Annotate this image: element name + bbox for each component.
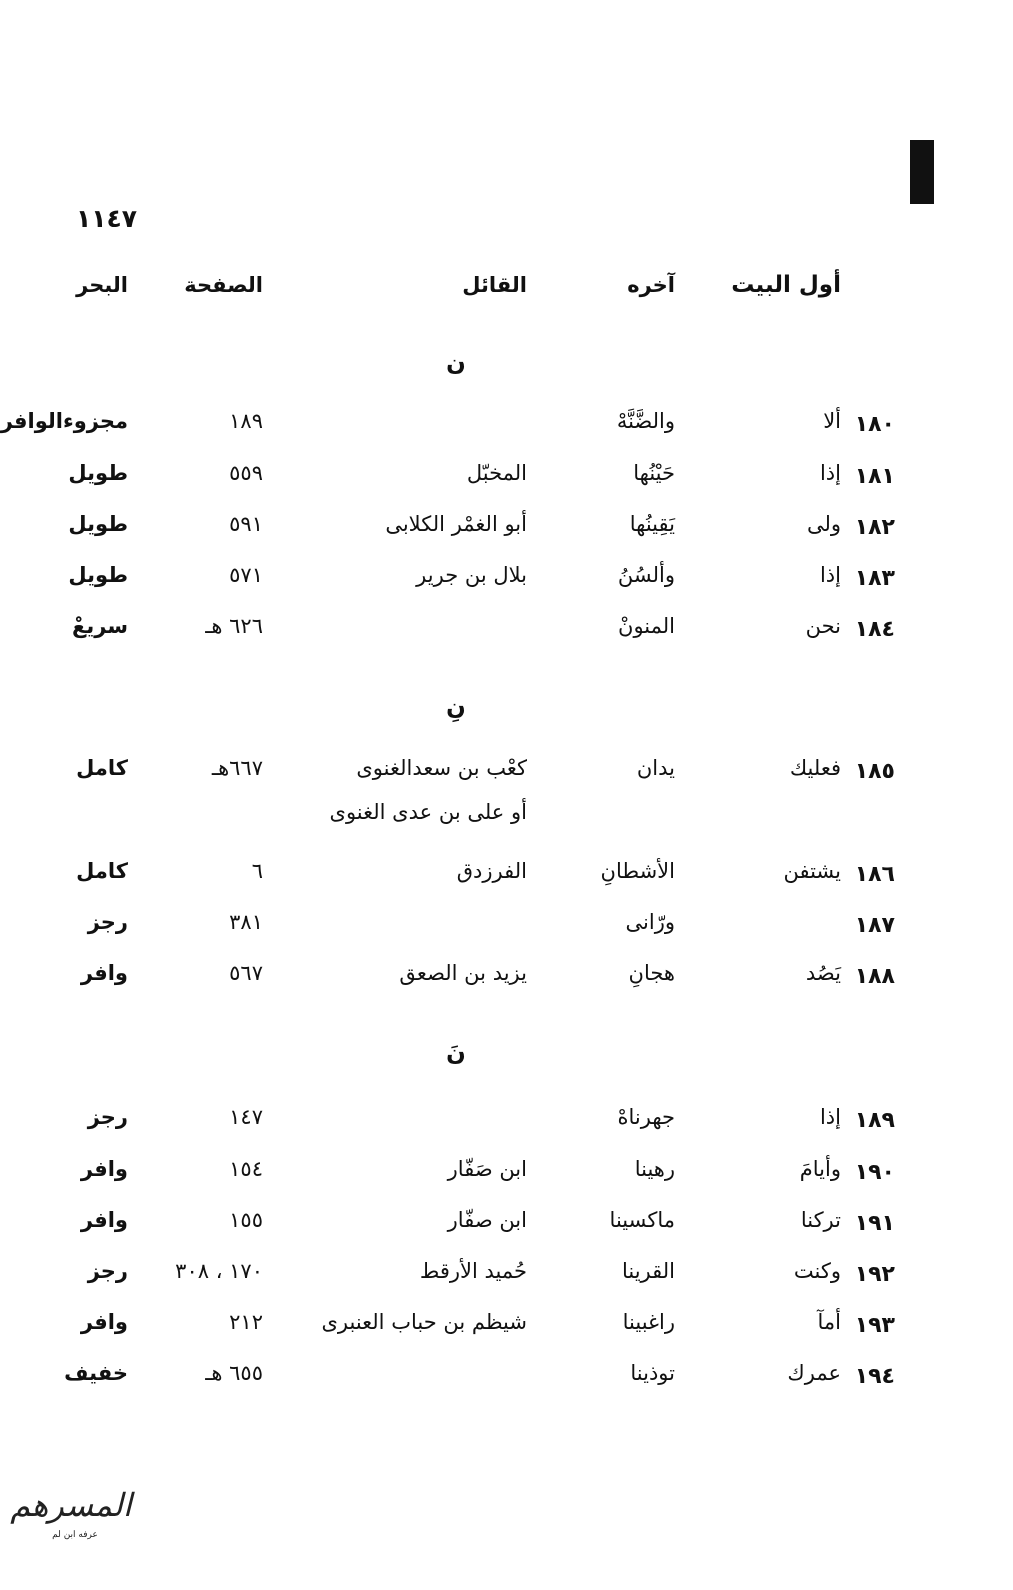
verse-last-word: يدان xyxy=(636,756,675,780)
verse-first-word: إذا xyxy=(819,1105,841,1129)
verse-first-word: إذا xyxy=(819,461,841,485)
verse-first-word: عمرك xyxy=(787,1361,841,1385)
section-letter: نِ xyxy=(446,694,466,720)
verse-last-word: الأشطانِ xyxy=(600,859,675,883)
poet-name-continuation: أو على بن عدى الغنوى xyxy=(329,800,527,824)
verse-first-word: وأيامَ xyxy=(799,1157,841,1181)
header-page: الصفحة xyxy=(184,273,263,297)
verse-last-word: يَقِينُها xyxy=(629,512,675,536)
meter-name: كامل xyxy=(76,756,128,780)
meter-name: خفيف xyxy=(64,1361,128,1385)
poet-name: المخبّل xyxy=(466,461,527,485)
verse-first-word: يَصُد xyxy=(805,961,841,985)
meter-name: كامل xyxy=(76,859,128,883)
page-ref: ١٥٥ xyxy=(229,1208,263,1232)
meter-name: رجز xyxy=(87,1259,128,1283)
page-ref: ٥٩١ xyxy=(229,512,263,536)
section-letter: ن xyxy=(446,350,466,376)
meter-name: سريعْ xyxy=(72,614,128,638)
verse-number: ١٨٨ xyxy=(854,964,895,989)
poet-name: شيظم بن حباب العنبرى xyxy=(321,1310,527,1334)
verse-last-word: المنونْ xyxy=(618,614,675,638)
stamp-subtext: عرفه ابن لم xyxy=(52,1530,98,1540)
verse-number: ١٨٦ xyxy=(854,862,895,887)
verse-last-word: راغبينا xyxy=(622,1310,675,1334)
page-number: ١١٤٧ xyxy=(76,204,138,233)
verse-number: ١٨١ xyxy=(854,464,895,489)
verse-last-word: حَيْنُها xyxy=(633,461,675,485)
meter-name: وافر xyxy=(80,961,128,985)
verse-first-word: تركنا xyxy=(800,1208,841,1232)
page-ref: ٥٥٩ xyxy=(229,461,263,485)
verse-last-word: ورّانى xyxy=(625,910,675,934)
page-ref: ١٧٠ ، ٣٠٨ xyxy=(175,1259,263,1283)
verse-last-word: هجانِ xyxy=(628,961,675,985)
page-ref: ٦٦٧هـ xyxy=(211,756,263,780)
page-ref: ٦ xyxy=(251,859,263,883)
header-poet: القائل xyxy=(462,273,527,297)
poet-name: أبو الغمْر الكلابى xyxy=(385,512,527,536)
page-ref: ٢١٢ xyxy=(229,1310,263,1334)
verse-number: ١٨٣ xyxy=(854,566,895,591)
page-ref: ١٤٧ xyxy=(229,1105,263,1129)
poet-name: يزيد بن الصعق xyxy=(399,961,527,985)
poet-name: حُميد الأرقط xyxy=(419,1259,527,1283)
meter-name: مجزوءالوافر xyxy=(0,409,128,433)
verse-number: ١٩١ xyxy=(854,1211,895,1236)
poet-name: بلال بن جرير xyxy=(416,563,527,587)
page-ref: ١٨٩ xyxy=(229,409,263,433)
verse-number: ١٨٤ xyxy=(854,617,895,642)
meter-name: وافر xyxy=(80,1310,128,1334)
page-ref: ٣٨١ xyxy=(229,910,263,934)
verse-first-word: إذا xyxy=(819,563,841,587)
verse-first-word: ألا xyxy=(823,409,841,433)
poet-name: ابن صَفّار xyxy=(447,1157,527,1181)
verse-last-word: رهينا xyxy=(634,1157,675,1181)
verse-number: ١٨٢ xyxy=(854,515,895,540)
verse-last-word: جهرناهْ xyxy=(617,1105,675,1129)
verse-first-word: نحن xyxy=(805,614,841,638)
section-letter: نَ xyxy=(446,1040,466,1066)
meter-name: رجز xyxy=(87,910,128,934)
verse-number: ١٨٥ xyxy=(854,759,895,784)
verse-last-word: وألسُنُ xyxy=(617,563,675,587)
meter-name: وافر xyxy=(80,1208,128,1232)
verse-number: ١٨٠ xyxy=(854,412,895,437)
page-edge-mark xyxy=(910,140,934,204)
page-ref: ٥٦٧ xyxy=(229,961,263,985)
header-meter: البحر xyxy=(76,273,128,297)
page-ref: ٦٢٦ هـ xyxy=(205,614,263,638)
verse-first-word: يشتفن xyxy=(783,859,841,883)
verse-last-word: والضَّنَّهْ xyxy=(616,409,675,433)
verse-last-word: القرينا xyxy=(621,1259,675,1283)
verse-last-word: ماكسينا xyxy=(609,1208,675,1232)
header-first-of-verse: أول البيت xyxy=(731,272,841,298)
header-end-of-verse: آخره xyxy=(627,273,675,297)
verse-first-word: أمآ xyxy=(817,1310,841,1334)
poet-name: الفرزدق xyxy=(456,859,527,883)
meter-name: طويل xyxy=(68,512,128,536)
meter-name: طويل xyxy=(68,461,128,485)
verse-last-word: توذينا xyxy=(630,1361,675,1385)
page-ref: ٦٥٥ هـ xyxy=(205,1361,263,1385)
verse-number: ١٨٧ xyxy=(854,913,895,938)
verse-number: ١٩٣ xyxy=(854,1313,895,1338)
verse-number: ١٩٤ xyxy=(854,1364,895,1389)
page-ref: ٥٧١ xyxy=(229,563,263,587)
verse-number: ١٩٢ xyxy=(854,1262,895,1287)
poet-name: ابن صفّار xyxy=(447,1208,527,1232)
verse-first-word xyxy=(741,905,841,939)
meter-name: رجز xyxy=(87,1105,128,1129)
meter-name: طويل xyxy=(68,563,128,587)
meter-name: وافر xyxy=(80,1157,128,1181)
verse-first-word: وكنت xyxy=(793,1259,841,1283)
verse-first-word: فعليك xyxy=(789,756,841,780)
poet-name: كعْب بن سعدالغنوى xyxy=(356,756,527,780)
verse-first-word: ولى xyxy=(806,512,841,536)
verse-number: ١٨٩ xyxy=(854,1108,895,1133)
page-ref: ١٥٤ xyxy=(229,1157,263,1181)
library-stamp xyxy=(6,1486,136,1550)
verse-number: ١٩٠ xyxy=(854,1160,895,1185)
stamp-text: المسرهم xyxy=(10,1486,132,1524)
